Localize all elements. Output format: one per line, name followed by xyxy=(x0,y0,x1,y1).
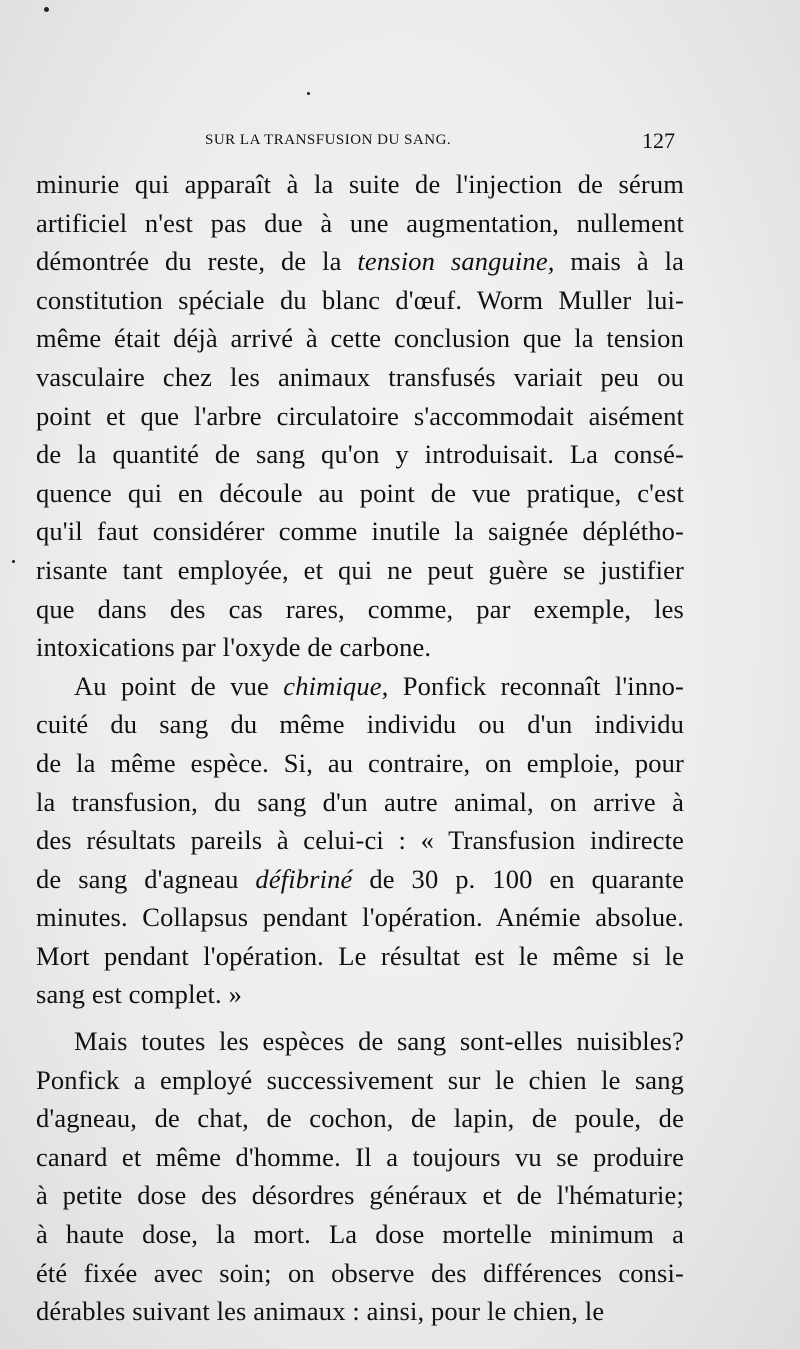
text-line xyxy=(36,1254,684,1293)
text-line xyxy=(36,1061,684,1100)
text-line xyxy=(36,975,684,1014)
text-line xyxy=(36,783,684,822)
line-segment: de la même espèce. Si, au contraire, on emploie, pour xyxy=(36,747,684,778)
line-segment: à petite dose des désordres généraux et de l'hématurie; xyxy=(36,1180,684,1211)
text-line xyxy=(36,204,684,243)
line-segment: risante tant employée, et qui ne peut guère se justifier xyxy=(36,554,684,585)
text-line xyxy=(36,397,684,436)
text-line xyxy=(36,628,684,667)
page-header xyxy=(205,128,675,158)
ink-speck xyxy=(12,560,15,563)
text-line xyxy=(36,1215,684,1254)
body-text xyxy=(36,165,684,1331)
paragraph-gap xyxy=(36,1014,684,1022)
line-segment: de la quantité de sang qu'on y introduisait. La consé- xyxy=(36,439,684,470)
text-line xyxy=(36,744,684,783)
line-segment: de sang d'agneau xyxy=(36,863,256,894)
page-number: 127 xyxy=(642,128,675,153)
italic-term: tension sanguine, xyxy=(357,246,555,277)
text-line xyxy=(36,281,684,320)
line-segment: artificiel n'est pas due à une augmentation, nullement xyxy=(36,207,684,238)
line-segment: canard et même d'homme. Il a toujours vu se produire xyxy=(36,1141,684,1172)
line-segment: dérables suivant les animaux : ainsi, pour le chien, le xyxy=(36,1296,605,1327)
line-segment: la transfusion, du sang d'un autre animal, on arrive à xyxy=(36,786,684,817)
line-segment: d'agneau, de chat, de cochon, de lapin, de poule, de xyxy=(36,1103,684,1134)
line-segment: quence qui en découle au point de vue pratique, c'est xyxy=(36,477,684,508)
text-line xyxy=(36,358,684,397)
line-segment: des résultats pareils à celui-ci : « Transfusion indirecte xyxy=(36,825,684,856)
line-segment: que dans des cas rares, comme, par exemple, les xyxy=(36,593,684,624)
line-segment: constitution spéciale du blanc d'œuf. Worm Muller lui- xyxy=(36,284,684,315)
line-segment: minurie qui apparaît à la suite de l'injection de sérum xyxy=(36,169,684,199)
text-line xyxy=(36,435,684,474)
text-line xyxy=(36,1138,684,1177)
line-segment: à haute dose, la mort. La dose mortelle minimum a xyxy=(36,1219,684,1250)
text-line xyxy=(36,512,684,551)
text-line xyxy=(36,860,684,899)
line-segment: intoxications par l'oxyde de carbone. xyxy=(36,632,432,663)
line-segment: vasculaire chez les animaux transfusés variait peu ou xyxy=(36,361,684,392)
line-segment: Ponfick reconnaît l'inno- xyxy=(388,670,684,701)
italic-term: défibriné xyxy=(255,863,353,894)
line-segment: Ponfick a employé successivement sur le chien le sang xyxy=(36,1064,684,1095)
ink-speck xyxy=(44,7,49,12)
text-line xyxy=(36,898,684,937)
line-segment: point et que l'arbre circulatoire s'accommodait aisément xyxy=(36,400,684,431)
text-line xyxy=(36,821,684,860)
line-segment: minutes. Collapsus pendant l'opération. Anémie absolue. xyxy=(36,902,684,933)
line-segment: mais à la xyxy=(554,246,684,277)
line-segment: été fixée avec soin; on observe des différences consi- xyxy=(36,1257,684,1288)
text-line xyxy=(36,590,684,629)
text-line xyxy=(36,937,684,976)
ink-speck xyxy=(307,92,310,95)
line-segment: Mais toutes les espèces de sang sont-elles nuisibles? xyxy=(74,1026,684,1057)
text-line xyxy=(36,474,684,513)
line-segment: Mort pendant l'opération. Le résultat est le même si le xyxy=(36,940,684,971)
line-segment: Au point de vue xyxy=(74,670,284,701)
text-line xyxy=(36,242,684,281)
line-segment: sang est complet. » xyxy=(36,979,242,1010)
text-line xyxy=(36,1292,684,1331)
italic-term: chimique, xyxy=(283,670,389,701)
paragraph xyxy=(36,667,684,1014)
text-line xyxy=(36,1176,684,1215)
text-line xyxy=(36,705,684,744)
line-segment: même était déjà arrivé à cette conclusion que la tension xyxy=(36,323,684,354)
line-segment: qu'il faut considérer comme inutile la saignée dépléthо- xyxy=(36,516,684,547)
text-line xyxy=(36,551,684,590)
text-line xyxy=(36,165,684,204)
text-line xyxy=(36,667,684,706)
line-segment: cuité du sang du même individu ou d'un individu xyxy=(36,709,684,740)
text-line xyxy=(36,1022,684,1061)
text-line xyxy=(36,319,684,358)
paragraph xyxy=(36,165,684,667)
text-line xyxy=(36,1099,684,1138)
line-segment: de 30 p. 100 en quarante xyxy=(352,863,685,894)
paragraph xyxy=(36,1022,684,1331)
running-head: SUR LA TRANSFUSION DU SANG. xyxy=(205,132,452,148)
line-segment: démontrée du reste, de la xyxy=(36,246,358,277)
